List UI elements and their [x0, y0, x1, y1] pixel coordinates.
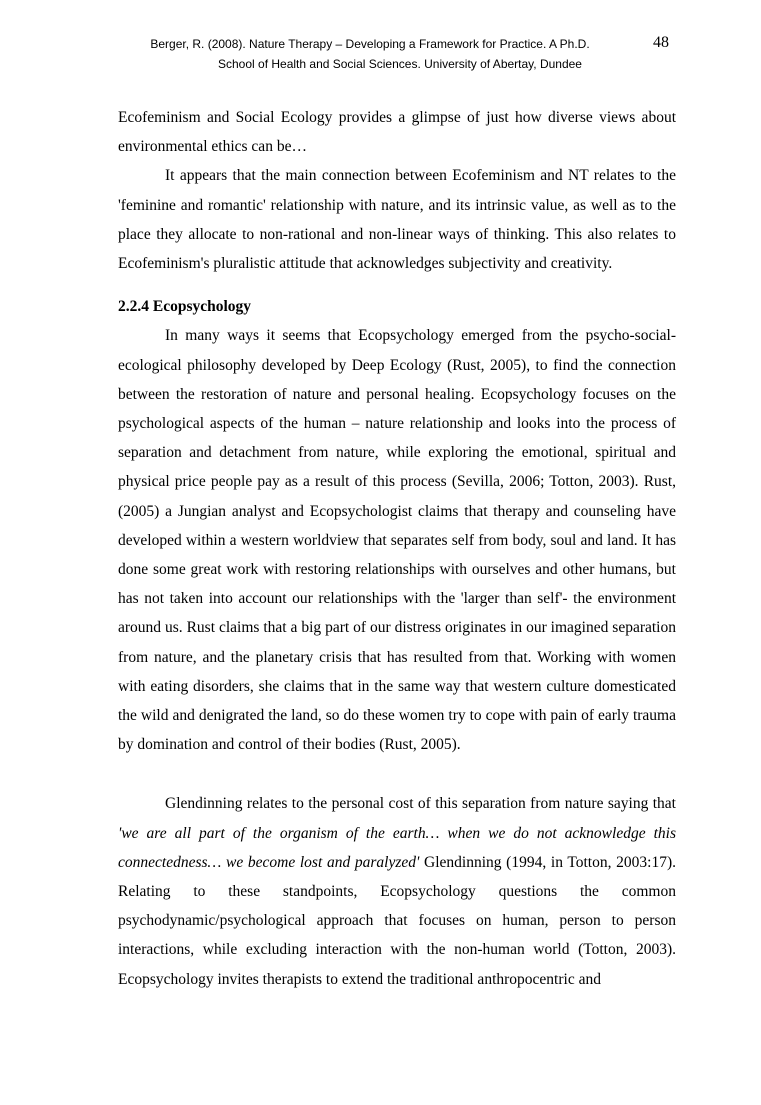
paragraph-ecopsychology: In many ways it seems that Ecopsychology emerged from the psycho-social-ecological philosophy developed by Deep Ecology (Rust, 2005), to find the connection between the restoration of nature and personal healing. Ecopsychology focuses on the psychological aspects of the human – nature relationship and looks into the process of separation and detachment from nature, while exploring the emotional, spiritual and physical price people pay as a result of this process (Sevilla, 2006; Totton, 2003). Rust, (2005) a Jungian analyst and Ecopsychologist claims that therapy and counseling have developed within a western worldview that separates self from body, soul and land. It has done some great work with restoring relationships with ourselves and other humans, but has not taken into account our relationships with the 'larger than self'- the environment around us. Rust claims that a big part of our distress originates in our imagined separation from nature, and the planetary crisis that has resulted from that. Working with women with eating disorders, she claims that in the same way that western culture domesticated the wild and denigrated the land, so do these women try to cope with pain of early trauma by domination and control of their bodies (Rust, 2005).: [118, 327, 676, 754]
section-heading: 2.2.4 Ecopsychology: [118, 298, 252, 316]
paragraph-ecofeminism-nt-connection: It appears that the main connection between Ecofeminism and NT relates to the 'feminine and romantic' relationship with nature, and its intrinsic value, as well as to the place they allocate to non-rational and non-linear ways of thinking. This also relates to Ecofeminism's pluralistic attitude that acknowledges subjectivity and creativity.: [118, 167, 676, 273]
running-header: [120, 34, 680, 74]
page-number: 48: [653, 34, 669, 51]
paragraph-spacer: [118, 759, 676, 789]
body-text: [118, 103, 676, 994]
header-citation-line: Berger, R. (2008). Nature Therapy – Developing a Framework for Practice. A Ph.D.: [150, 37, 590, 51]
header-institution-line: School of Health and Social Sciences. University of Abertay, Dundee: [218, 57, 582, 71]
glendinning-text-start: Glendinning relates to the personal cost of this separation from nature saying that: [165, 795, 676, 813]
glendinning-text-end: Glendinning (1994, in Totton, 2003:17). Relating to these standpoints, Ecopsychology questions the common psychodynamic/psychological approach that focuses on human, person to person interactions, while excluding interaction with the non-human world (Totton, 2003). Ecopsychology invites therapists to extend the traditional anthropocentric and: [118, 853, 676, 988]
paragraph-ecofeminism-intro: Ecofeminism and Social Ecology provides a glimpse of just how diverse views about environmental ethics can be…: [118, 109, 676, 156]
paragraph-glendinning: [118, 789, 676, 993]
glendinning-quote: 'we are all part of the organism of the earth… when we do not acknowledge this connectedness… we become lost and paralyzed': [118, 824, 676, 871]
